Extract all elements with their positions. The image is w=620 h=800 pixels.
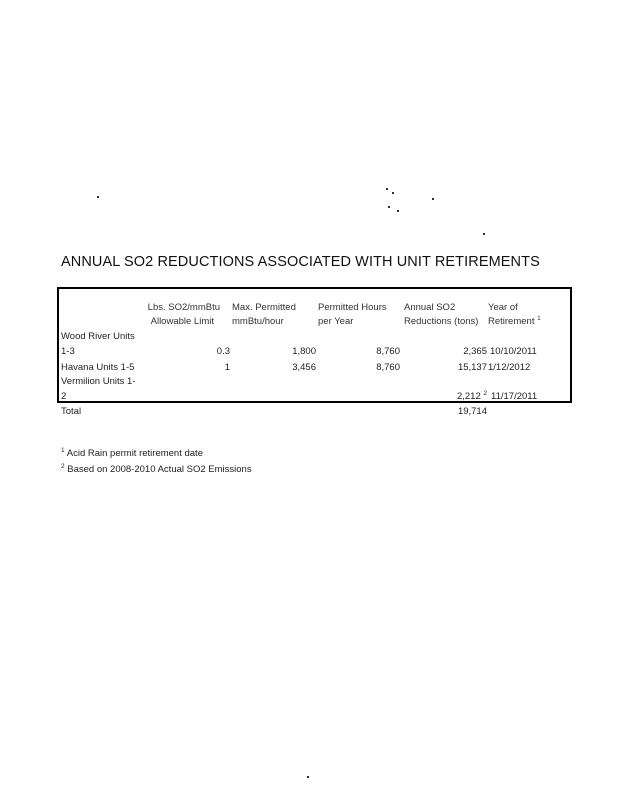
scan-speck	[397, 210, 399, 212]
footnote-marker: 2	[61, 462, 65, 470]
cell-hours: 8,760	[376, 362, 400, 373]
cell-limit: 0.3	[216, 346, 230, 357]
header-reductions-line2: Reductions (tons)	[404, 316, 479, 327]
footnote-marker: 2	[483, 389, 487, 397]
header-retirement-text: Retirement	[488, 316, 535, 327]
row-name-line2: 2	[61, 391, 67, 402]
row-name-line1: Vermilion Units 1-	[61, 376, 136, 387]
header-hours-line2: per Year	[318, 316, 354, 327]
header-mmbtu-line1: Max. Permitted	[232, 302, 296, 313]
cell-retirement: 10/10/2011	[490, 346, 537, 357]
total-value: 19,714	[457, 406, 487, 417]
cell-retirement: 1/12/2012	[488, 362, 531, 373]
scan-speck	[483, 233, 485, 235]
cell-mmbtu: 1,800	[292, 346, 316, 357]
row-name-line1: Wood River Units	[61, 331, 135, 342]
scan-speck	[392, 192, 394, 194]
cell-reductions	[457, 389, 487, 404]
total-label: Total	[61, 406, 82, 417]
header-limit-line2: Allowable Limit	[150, 316, 214, 327]
header-limit-line1: Lbs. SO2/mmBtu	[147, 302, 220, 313]
footnote-text: Acid Rain permit retirement date	[66, 448, 203, 459]
scan-speck	[432, 198, 434, 200]
header-mmbtu-line2: mmBtu/hour	[232, 316, 284, 327]
cell-reductions-value: 2,212	[456, 391, 481, 402]
cell-hours: 8,760	[376, 346, 400, 357]
footnote-marker: 1	[61, 446, 65, 454]
scan-speck	[386, 188, 388, 190]
header-hours-line1: Permitted Hours	[318, 302, 387, 313]
cell-reductions: 15,137	[457, 362, 487, 373]
page-title: ANNUAL SO2 REDUCTIONS ASSOCIATED WITH UNIT RETIREMENTS	[61, 254, 540, 270]
footnote-marker: 1	[537, 314, 541, 322]
row-name-line1: Havana Units 1-5	[61, 362, 135, 373]
footnote	[61, 464, 252, 475]
cell-limit: 1	[224, 362, 230, 373]
scan-speck	[307, 776, 309, 778]
header-retirement-line2	[488, 314, 541, 329]
scan-speck	[388, 206, 390, 208]
cell-reductions: 2,365	[463, 346, 487, 357]
header-retirement-line1: Year of	[488, 302, 518, 313]
footnote-text: Based on 2008-2010 Actual SO2 Emissions	[67, 464, 252, 475]
scan-speck	[97, 196, 99, 198]
cell-mmbtu: 3,456	[292, 362, 316, 373]
cell-retirement: 11/17/2011	[491, 391, 538, 402]
header-reductions-line1: Annual SO2	[404, 302, 456, 313]
footnote	[61, 448, 203, 459]
row-name-line2: 1-3	[61, 346, 75, 357]
